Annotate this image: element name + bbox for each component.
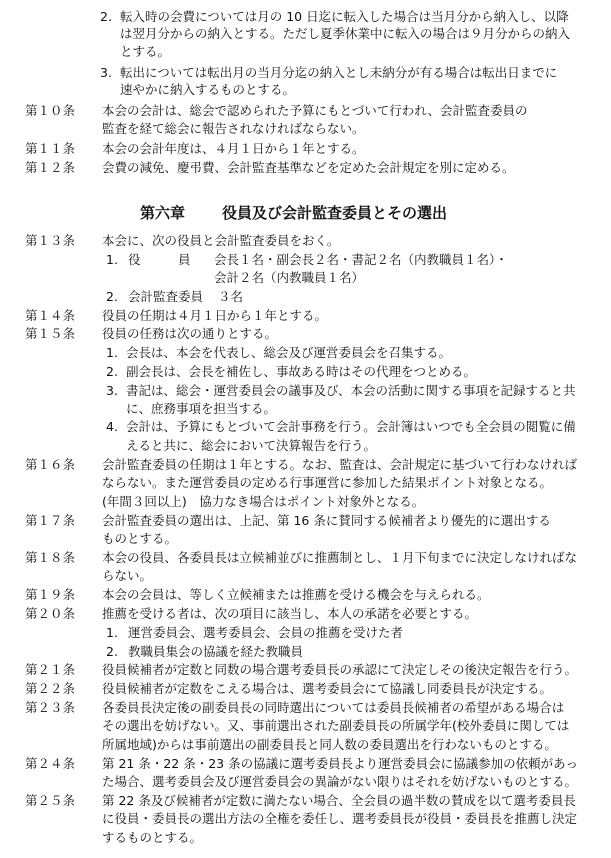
article-text-line: らない。 xyxy=(102,568,153,583)
article-text-line: その選出を妨げない。又、事前選出された副委員長の所属学年(校外委員に関しては xyxy=(102,718,570,733)
item-text-line: 運営委員会、選考委員会、会員の推薦を受けた者 xyxy=(128,625,404,640)
article-text-line: 役員の任務は次の通りとする。 xyxy=(102,326,278,341)
item-number: 3. xyxy=(100,65,112,80)
item-number: 1. xyxy=(106,252,118,267)
item-text-line: 書記は、総会・運営委員会の議事及び、本会の活動に関する事項を記録すると共 xyxy=(126,383,576,398)
article-label: 第１２条 xyxy=(25,160,76,175)
chapter-number: 第六章 xyxy=(140,204,186,222)
article-text-line: (年間３回以上) 協力なき場合はポイント対象外となる。 xyxy=(102,494,425,509)
item-text-line: 教職員集会の協議を経た教職員 xyxy=(128,644,304,659)
item-number: 2. xyxy=(106,364,118,379)
article-label: 第１４条 xyxy=(25,308,76,323)
article-label: 第１８条 xyxy=(25,550,76,565)
article-label: 第１１条 xyxy=(25,141,76,156)
item-text-line: 会長は、本会を代表し、総会及び運営委員会を召集する。 xyxy=(126,345,452,360)
article-text-line: 各委員長決定後の副委員長の同時選出については委員長候補者の希望がある場合は xyxy=(102,700,565,715)
item-text-line: 会計は、予算にもとづいて会計事務を行う。会計簿はいつでも全会員の閲覧に備 xyxy=(126,419,576,434)
article-text-line: 役員候補者が定数と同数の場合選考委員長の承認にて決定しその後決定報告を行う。 xyxy=(102,662,578,677)
item-number: 4. xyxy=(106,419,118,434)
article-text-line: に役員・委員長の選出方法の全権を委任し、選考委員長が役員・委員長を推薦し決定 xyxy=(102,811,578,826)
article-text-line: 会計監査委員の選出は、上記、第 16 条に賛同する候補者より優先的に選出する xyxy=(102,513,551,528)
item-text-line: 転出については転出月の当月分迄の納入とし未納分が有る場合は転出日までに xyxy=(120,65,558,80)
article-text-line: 役員の任期は４月１日から１年とする。 xyxy=(102,308,328,323)
article-text-line: 本会の会員は、等しく立候補または推薦を受ける機会を与えられる。 xyxy=(102,587,490,602)
item-text-line: 会長１名・副会長２名・書記２名（内教職員１名）・ xyxy=(214,252,508,267)
item-number: 2. xyxy=(106,289,118,304)
article-label: 第２０条 xyxy=(25,606,76,621)
article-label: 第１５条 xyxy=(25,326,76,341)
article-label: 第１６条 xyxy=(25,457,76,472)
article-label: 第２５条 xyxy=(25,793,76,808)
item-text-line: 速やかに納入するものとする。 xyxy=(120,82,296,97)
item-number: 1. xyxy=(106,625,118,640)
article-text-line: 本会に、次の役員と会計監査委員をおく。 xyxy=(102,233,340,248)
chapter-title: 役員及び会計監査委員とその選出 xyxy=(222,204,448,222)
article-text-line: 会計監査委員の任期は１年とする。なお、監査は、会計規定に基づいて行わなければ xyxy=(102,457,578,472)
article-text-line: 第 21 条・22 条・23 条の協議に選考委員長より運営委員会に協議参加の依頼があっ xyxy=(102,756,578,771)
article-text-line: 第 22 条及び候補者が定数に満たない場合、全会員の過半数の賛成を以て選考委員長 xyxy=(102,793,576,808)
article-text-line: た場合、選考委員会及び運営委員会の異論がない限りはそれを妨げないものとする。 xyxy=(102,774,578,789)
article-label: 第１３条 xyxy=(25,233,76,248)
item-number: 1. xyxy=(106,345,118,360)
item-text-line: 転入時の会費については月の 10 日迄に転入した場合は当月分から納入し、以降 xyxy=(120,9,569,24)
article-label: 第２１条 xyxy=(25,662,76,677)
item-value: ３名 xyxy=(218,289,244,304)
item-number: 2. xyxy=(106,644,118,659)
article-text-line: するものとする。 xyxy=(102,830,203,845)
article-label: 第２３条 xyxy=(25,700,76,715)
item-text-line: 会計２名（内教職員１名） xyxy=(214,270,365,285)
article-text-line: ならない。また運営委員の定める行事運営に参加した結果ポイント対象となる。 xyxy=(102,475,553,490)
item-text-line: に、庶務事項を担当する。 xyxy=(126,401,277,416)
item-number: 3. xyxy=(106,383,118,398)
article-label: 第１０条 xyxy=(25,103,76,118)
item-text-line: は翌月分からの納入とする。ただし夏季休業中に転入の場合は９月分からの納入 xyxy=(120,26,571,41)
article-text-line: 役員候補者が定数をこえる場合は、選考委員会にて協議し同委員長が決定する。 xyxy=(102,681,553,696)
item-text-line: とする。 xyxy=(120,44,171,59)
article-text-line: 所属地域)からは事前選出の副委員長と同人数の委員選出を行わないものとする。 xyxy=(102,737,557,752)
article-label: 第１７条 xyxy=(25,513,76,528)
article-label: 第１９条 xyxy=(25,587,76,602)
item-name: 役 員 xyxy=(128,252,191,267)
item-name: 会計監査委員 xyxy=(128,289,204,304)
article-text-line: ものとする。 xyxy=(102,531,178,546)
item-text-line: えると共に、総会において決算報告を行う。 xyxy=(126,438,377,453)
article-label: 第２４条 xyxy=(25,756,76,771)
article-text-line: 本会の役員、各委員長は立候補並びに推薦制とし、１月下旬までに決定しなければな xyxy=(102,550,578,565)
article-text-line: 本会の会計年度は、４月１日から１年とする。 xyxy=(102,141,365,156)
item-number: 2. xyxy=(100,9,112,24)
article-text-line: 会費の減免、慶弔費、会計監査基準などを定めた会計規定を別に定める。 xyxy=(102,160,515,175)
article-text-line: 監査を経て総会に報告されなければならない。 xyxy=(102,121,365,136)
article-label: 第２２条 xyxy=(25,681,76,696)
article-text-line: 本会の会計は、総会で認められた予算にもとづいて行われ、会計監査委員の xyxy=(102,103,528,118)
article-text-line: 推薦を受ける者は、次の項目に該当し、本人の承諾を必要とする。 xyxy=(102,606,478,621)
item-text-line: 副会長は、会長を補佐し、事故ある時はその代理をつとめる。 xyxy=(126,364,477,379)
